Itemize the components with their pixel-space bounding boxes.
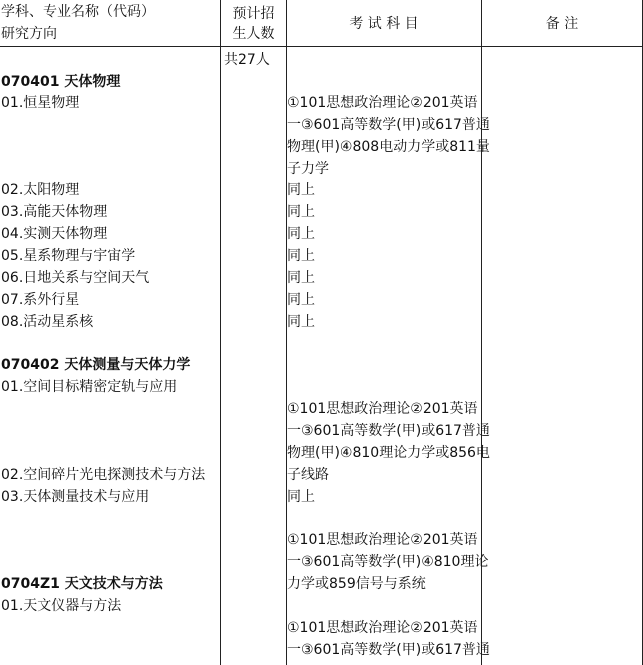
header-col1-line2: 研究方向 [1,26,57,42]
exam-same: 同上 [287,182,315,198]
exam-line: 物理(甲)④808电动力学或811量 [287,139,490,155]
program-title: 070401 天体物理 [1,74,121,90]
exam-line: 子线路 [287,467,329,483]
header-col4: 备 注 [545,16,579,32]
header-col2-line1: 预计招 [232,6,275,22]
exam-same: 同上 [287,248,315,264]
program-title: 0704Z1 天文技术与方法 [1,576,163,592]
header-col1-line1: 学科、专业名称（代码） [1,4,155,20]
direction-item: 01.恒星物理 [1,95,80,111]
exam-line: 一③601高等数学(甲)④810理论 [287,554,489,570]
exam-same: 同上 [287,226,315,242]
exam-line: 一③601高等数学(甲)或617普通 [287,117,490,133]
exam-line: 子力学 [287,161,329,177]
header-bottom-border [0,46,643,47]
direction-item: 03.天体测量技术与应用 [1,489,150,505]
header-col3: 考 试 科 目 [349,16,419,32]
program-title: 070402 天体测量与天体力学 [1,357,191,373]
exam-same: 同上 [287,270,315,286]
exam-line: ①101思想政治理论②201英语 [287,95,478,111]
direction-item: 07.系外行星 [1,292,80,308]
direction-item: 01.空间目标精密定轨与应用 [1,379,178,395]
exam-line: ①101思想政治理论②201英语 [287,401,478,417]
exam-line: 一③601高等数学(甲)或617普通 [287,642,490,658]
direction-item: 02.空间碎片光电探测技术与方法 [1,467,206,483]
exam-line: ①101思想政治理论②201英语 [287,532,478,548]
exam-same: 同上 [287,314,315,330]
direction-item: 03.高能天体物理 [1,204,108,220]
direction-item: 08.活动星系核 [1,314,94,330]
exam-same: 同上 [287,292,315,308]
exam-line: ①101思想政治理论②201英语 [287,620,478,636]
direction-item: 02.太阳物理 [1,182,80,198]
direction-item: 01.天文仪器与方法 [1,598,122,614]
exam-line: 力学或859信号与系统 [287,576,426,592]
direction-item: 05.星系物理与宇宙学 [1,248,136,264]
direction-item: 06.日地关系与空间天气 [1,270,150,286]
exam-same: 同上 [287,489,315,505]
exam-line: 一③601高等数学(甲)或617普通 [287,423,490,439]
enrollment-total: 共27人 [224,52,270,68]
header-col2-line2: 生人数 [232,26,275,42]
exam-line: 物理(甲)④810理论力学或856电 [287,445,490,461]
column-divider [220,0,221,665]
exam-same: 同上 [287,204,315,220]
direction-item: 04.实测天体物理 [1,226,108,242]
